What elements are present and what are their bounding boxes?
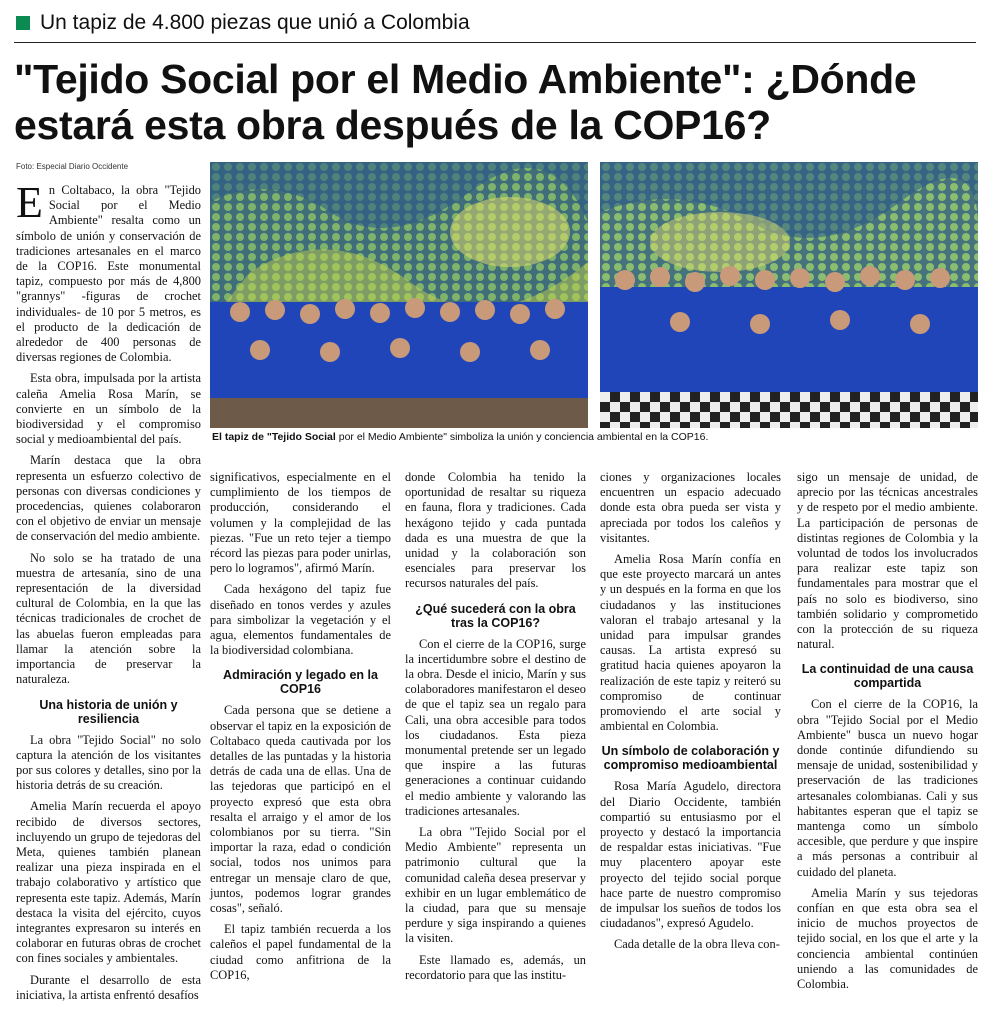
column-2 — [210, 470, 391, 989]
column-4 — [600, 470, 781, 959]
paragraph: Cada hexágono del tapiz fue diseñado en tonos verdes y azules para simbolizar la vegetación y el agua, elementos fundamentales de la biodiversidad colombiana. — [210, 582, 391, 658]
kicker-text: Un tapiz de 4.800 piezas que unió a Colombia — [40, 11, 470, 34]
paragraph: ciones y organizaciones locales encuentren un espacio adecuado donde esta obra pueda ser vista y apreciada por todos los caleños y visitantes. — [600, 470, 781, 545]
paragraph: No solo se ha tratado de una muestra de artesanía, sino de una representación de la diversidad cultural de Colombia, en la que las técnicas tradicionales de crochet de las abuelas fueron empleadas para llamar la atención sobre la importancia de preservar la naturaleza. — [16, 550, 201, 687]
subheading: Una historia de unión y resiliencia — [39, 697, 178, 726]
paragraph: Amelia Marín recuerda el apoyo recibido de diversos sectores, incluyendo un grupo de tejedoras del Meta, quienes también planean realizar una pieza inspirada en el trabajo colaborativo y artístico que representa este tapiz. Además, Marín destaca la visita del ejército, cuyos integrantes expresaron su interés en colaborar en futuras obras de crochet con fines sociales y ambientales. — [16, 799, 201, 966]
photo-credit: Foto: Especial Diario Occidente — [16, 162, 129, 171]
paragraph: Con el cierre de la COP16, la obra "Tejido Social por el Medio Ambiente" busca un nuevo hogar donde continúe difundiendo su mensaje de unidad, sostenibilidad y preservación de las tradiciones artesanales colombianas. Cali y sus habitantes esperan que el tapiz se mantenga como un símbolo accesible, que perdure y que inspire a más personas a contribuir al cuidado del planeta. — [797, 697, 978, 879]
paragraph: sigo un mensaje de unidad, de aprecio por las técnicas ancestrales y de respeto por el medio ambiente. La participación de personas de distintas regiones de Colombia y la voluntad de todos los involucrados para realizar este tapiz son fundamentales para mostrar que el país no solo es biodiverso, sino también solidario y comprometido con la protección de su riqueza natural. — [797, 470, 978, 652]
kicker — [16, 10, 470, 36]
lead-paragraph: En Coltabaco, la obra "Tejido Social por el Medio Ambiente" resalta como un símbolo de unión y conservación de tradiciones artesanales en el marco de la COP16. Este monumental tapiz, compuesto por más de 4,800 "grannys" -figuras de crochet individuales- de 10 por 5 metros, es el producto de la dedicación de alrededor de 400 personas de diversas regiones de Colombia. — [16, 178, 201, 365]
subheading: ¿Qué sucederá con la obra tras la COP16? — [415, 601, 576, 630]
paragraph: Amelia Rosa Marín confía en que este proyecto marcará un antes y un después en la forma en que los ciudadanos y las instituciones valoran el trabajo artesanal y la unidad para impulsar grandes causas. La artista expresó su gratitud hacia quienes apoyaron la realización de este tapiz y reiteró su compromiso de continuar promoviendo el arte social y ambiental en Colombia. — [600, 552, 781, 734]
paragraph: Con el cierre de la COP16, surge la incertidumbre sobre el destino de la obra. Desde el inicio, Marín y sus colaboradores manifestaron el deseo de que el tapiz sea un regalo para Cali, una obra accesible para todos los ciudadanos. Esta pieza monumental pretende ser un legado que inspire a las futuras generaciones a continuar cuidando el medio ambiente y valorando las tradiciones artesanales. — [405, 636, 586, 818]
paragraph: Marín destaca que la obra representa un esfuerzo colectivo de personas con diversas condiciones y procedencias, quienes colaboraron con el objetivo de enviar un mensaje de conservación del medio ambiente. — [16, 453, 201, 544]
subheading: Un símbolo de colaboración y compromiso medioambiental — [601, 744, 780, 773]
paragraph: Cada persona que se detiene a observar el tapiz en la exposición de Coltabaco queda cautivada por los detalles de las puntadas y la historia detrás de cada una de ellas. Una de las tejedoras que participó en el proyecto expresó que esta obra resalta el arraigo y el amor de los colombianos por su tierra. "Sin importar la raza, edad o condición social, todos nos unimos para entregar un mensaje claro de que, juntos, podemos lograr grandes cosas", señaló. — [210, 703, 391, 916]
kicker-square-icon — [16, 16, 30, 30]
paragraph: donde Colombia ha tenido la oportunidad de resaltar su riqueza en fauna, flora y tradiciones. Cada hexágono tejido y cada puntada dada es una muestra de que la unidad y la colaboración son esenciales para preservar los recursos naturales del país. — [405, 470, 586, 591]
paragraph: Este llamado es, además, un recordatorio para que las institu- — [405, 952, 586, 982]
subheading: La continuidad de una causa compartida — [801, 662, 974, 691]
subheading: Admiración y legado en la COP16 — [223, 668, 378, 697]
photo-right — [600, 162, 978, 428]
drop-cap: E — [16, 178, 43, 227]
paragraph: Cada detalle de la obra lleva con- — [614, 937, 780, 952]
paragraph: Rosa María Agudelo, directora del Diario Occidente, también compartió su entusiasmo por el proyecto y destacó la importancia de respaldar estas iniciativas. "Fue muy placentero apoyar este proyecto del tejido social porque hace parte de nuestro compromiso de impulsar los sueños de todos los ciudadanos", expresó Agudelo. — [600, 779, 781, 931]
paragraph: Amelia Marín y sus tejedoras confían en que esta obra sea el inicio de muchos proyectos de tejido social, en los que el arte y la conciencia ambiental continúen uniendo a las comunidades de Colombia. — [797, 885, 978, 992]
paragraph: Durante el desarrollo de esta iniciativa, la artista enfrentó desafíos — [16, 972, 201, 1002]
paragraph: La obra "Tejido Social" no solo captura la atención de los visitantes por sus colores y detalles, sino por la historia detrás de su creación. — [16, 732, 201, 793]
header-rule — [14, 42, 976, 43]
paragraph: El tapiz también recuerda a los caleños el papel fundamental de la ciudad como anfitriona de la COP16, — [210, 922, 391, 982]
paragraph: Esta obra, impulsada por la artista caleña Amelia Rosa Marín, se convierte en un símbolo de la biodiversidad y el compromiso social y medioambiental del país. — [16, 371, 201, 447]
paragraph: significativos, especialmente en el cumplimiento de los tiempos de producción, considerando el volumen y la complejidad de las piezas. "Fue un reto tejer a tiempo récord las piezas para poder unirlas, pero lo logramos", afirmó Marín. — [210, 470, 391, 576]
photo-left — [210, 162, 588, 428]
headline: "Tejido Social por el Medio Ambiente": ¿Dónde estará esta obra después de la COP16? — [14, 56, 917, 148]
column-1 — [16, 178, 201, 1009]
column-5 — [797, 470, 978, 998]
paragraph: La obra "Tejido Social por el Medio Ambiente" representa un patrimonio cultural que la comunidad caleña desea preservar y exhibir en un lugar emblemático de la ciudad, para que su mensaje perdure y siga inspirando a quienes la visiten. — [405, 825, 586, 946]
column-3 — [405, 470, 586, 989]
photo-caption: El tapiz de "Tejido Social por el Medio Ambiente" simboliza la unión y conciencia ambiental en la COP16. — [212, 431, 709, 443]
